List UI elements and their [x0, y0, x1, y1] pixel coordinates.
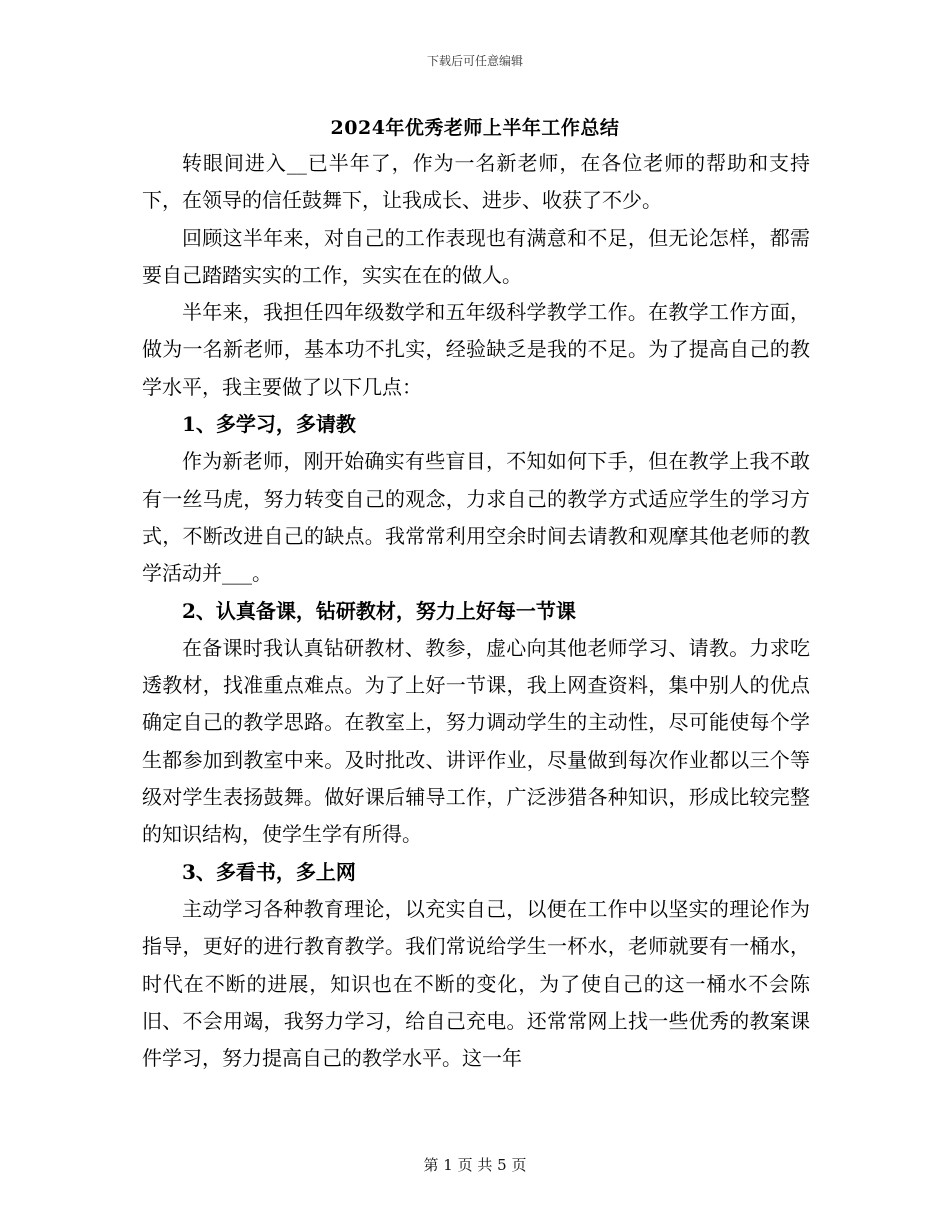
section-body-3: 主动学习各种教育理论，以充实自己，以便在工作中以坚实的理论作为指导，更好的进行教育教学。我们常说给学生一杯水，老师就要有一桶水，时代在不断的进展，知识也在不断的变化，为了使自己的这一桶水不会陈旧、不会用竭，我努力学习，给自己充电。还常常网上找一些优秀的教案课件学习，努力提高自己的教学水平。这一年 [142, 896, 810, 1071]
header-note: 下载后可任意编辑 [426, 54, 523, 68]
section-body-2: 在备课时我认真钻研教材、教参，虚心向其他老师学习、请教。力求吃透教材，找准重点难点。为了上好一节课，我上网查资料，集中别人的优点确定自己的教学思路。在教室上，努力调动学生的主动性，尽可能使每个学生都参加到教室中来。及时批改、讲评作业，尽量做到每次作业都以三个等级对学生表扬鼓舞。做好课后辅导工作，广泛涉猎各种知识，形成比较完整的知识结构，使学生学有所得。 [142, 635, 810, 847]
section-body-1: 作为新老师，刚开始确实有些盲目，不知如何下手，但在教学上我不敢有一丝马虎，努力转变自己的观念，力求自己的教学方式适应学生的学习方式，不断改进自己的缺点。我常常利用空余时间去请教和观摩其他老师的教学活动并___。 [142, 449, 810, 586]
section-heading-3: 3、多看书，多上网 [182, 859, 356, 884]
section-heading-2: 2、认真备课，钻研教材，努力上好每一节课 [182, 598, 576, 623]
intro-paragraph-3: 半年来，我担任四年级数学和五年级科学教学工作。在教学工作方面，做为一名新老师，基本功不扎实，经验缺乏是我的不足。为了提高自己的教学水平，我主要做了以下几点： [142, 300, 810, 399]
intro-paragraph-2: 回顾这半年来，对自己的工作表现也有满意和不足，但无论怎样，都需要自己踏踏实实的工作，实实在在的做人。 [142, 225, 810, 287]
page-number: 第 1 页 共 5 页 [423, 1156, 527, 1174]
document-title: 2024年优秀老师上半年工作总结 [330, 117, 620, 139]
document-body [142, 145, 810, 1077]
intro-paragraph-1: 转眼间进入__已半年了，作为一名新老师，在各位老师的帮助和支持下，在领导的信任鼓舞下，让我成长、进步、收获了不少。 [142, 151, 810, 213]
section-heading-1: 1、多学习，多请教 [182, 412, 356, 437]
